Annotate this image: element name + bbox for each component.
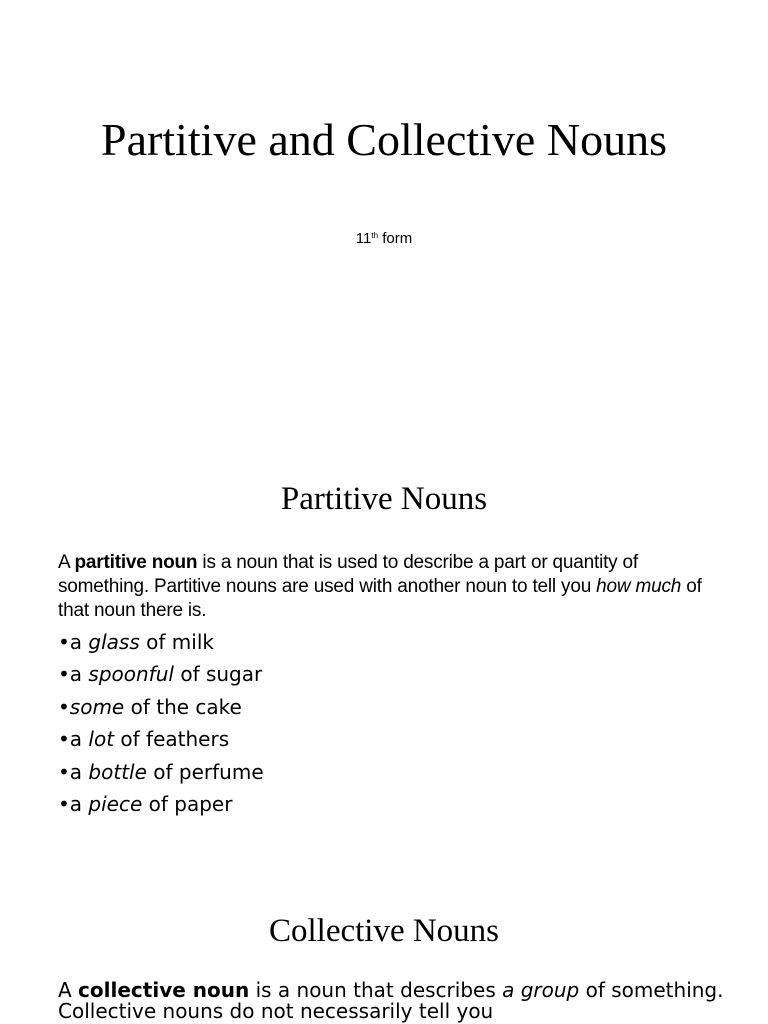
list-item (58, 791, 264, 823)
example-post: of feathers (114, 727, 230, 752)
definition-mid: is a noun that is used to describe a part or quantity of something. Partitive nouns are used with another noun to tell you (58, 552, 638, 597)
example-partitive: spoonful (88, 662, 174, 687)
subtitle-ordinal-suffix: th (371, 231, 379, 240)
subtitle-number: 11 (355, 230, 372, 247)
presentation-title: Partitive and Collective Nouns (101, 114, 667, 165)
bullet: • (58, 727, 70, 752)
collective-definition (58, 980, 738, 1022)
list-item (58, 759, 264, 791)
example-partitive: some (69, 694, 125, 719)
definition-post: of that noun there is. (58, 576, 702, 621)
example-post: of sugar (173, 662, 263, 687)
definition-mid: is a noun that describes (249, 978, 503, 1002)
example-partitive: lot (88, 727, 115, 752)
definition-emphasis: a group (502, 978, 580, 1002)
example-pre: a (69, 662, 89, 687)
list-item (58, 726, 264, 758)
list-item (58, 629, 264, 661)
partitive-definition (58, 551, 718, 623)
example-partitive: bottle (88, 759, 147, 784)
partitive-nouns-slide (0, 440, 768, 840)
bullet: • (58, 662, 70, 687)
example-post: of the cake (124, 694, 242, 719)
bullet: • (58, 694, 70, 719)
list-item (58, 661, 264, 693)
example-pre: a (69, 727, 89, 752)
example-pre: a (69, 759, 89, 784)
collective-nouns-slide (0, 880, 768, 1024)
definition-term: partitive noun (74, 552, 198, 573)
section-title-collective: Collective Nouns (268, 913, 500, 949)
bullet: • (58, 791, 70, 816)
section-title-partitive: Partitive Nouns (280, 481, 488, 517)
list-item (58, 694, 264, 726)
example-pre: a (69, 791, 89, 816)
presentation-subtitle (0, 230, 768, 247)
example-partitive: piece (88, 791, 143, 816)
definition-term: collective noun (78, 978, 250, 1002)
definition-post: of something. Collective nouns do not necessarily tell you (58, 978, 724, 1023)
definition-pre: A (58, 552, 75, 573)
partitive-examples-list (58, 629, 264, 823)
example-post: of milk (139, 630, 214, 654)
title-slide (0, 0, 768, 300)
definition-pre: A (58, 978, 79, 1002)
bullet: • (58, 630, 70, 654)
subtitle-rest: form (378, 230, 413, 247)
example-post: of perfume (146, 759, 264, 784)
example-pre: a (69, 630, 89, 654)
definition-emphasis: how much (596, 576, 682, 597)
example-post: of paper (142, 791, 233, 816)
bullet: • (58, 759, 70, 784)
example-partitive: glass (88, 630, 140, 654)
